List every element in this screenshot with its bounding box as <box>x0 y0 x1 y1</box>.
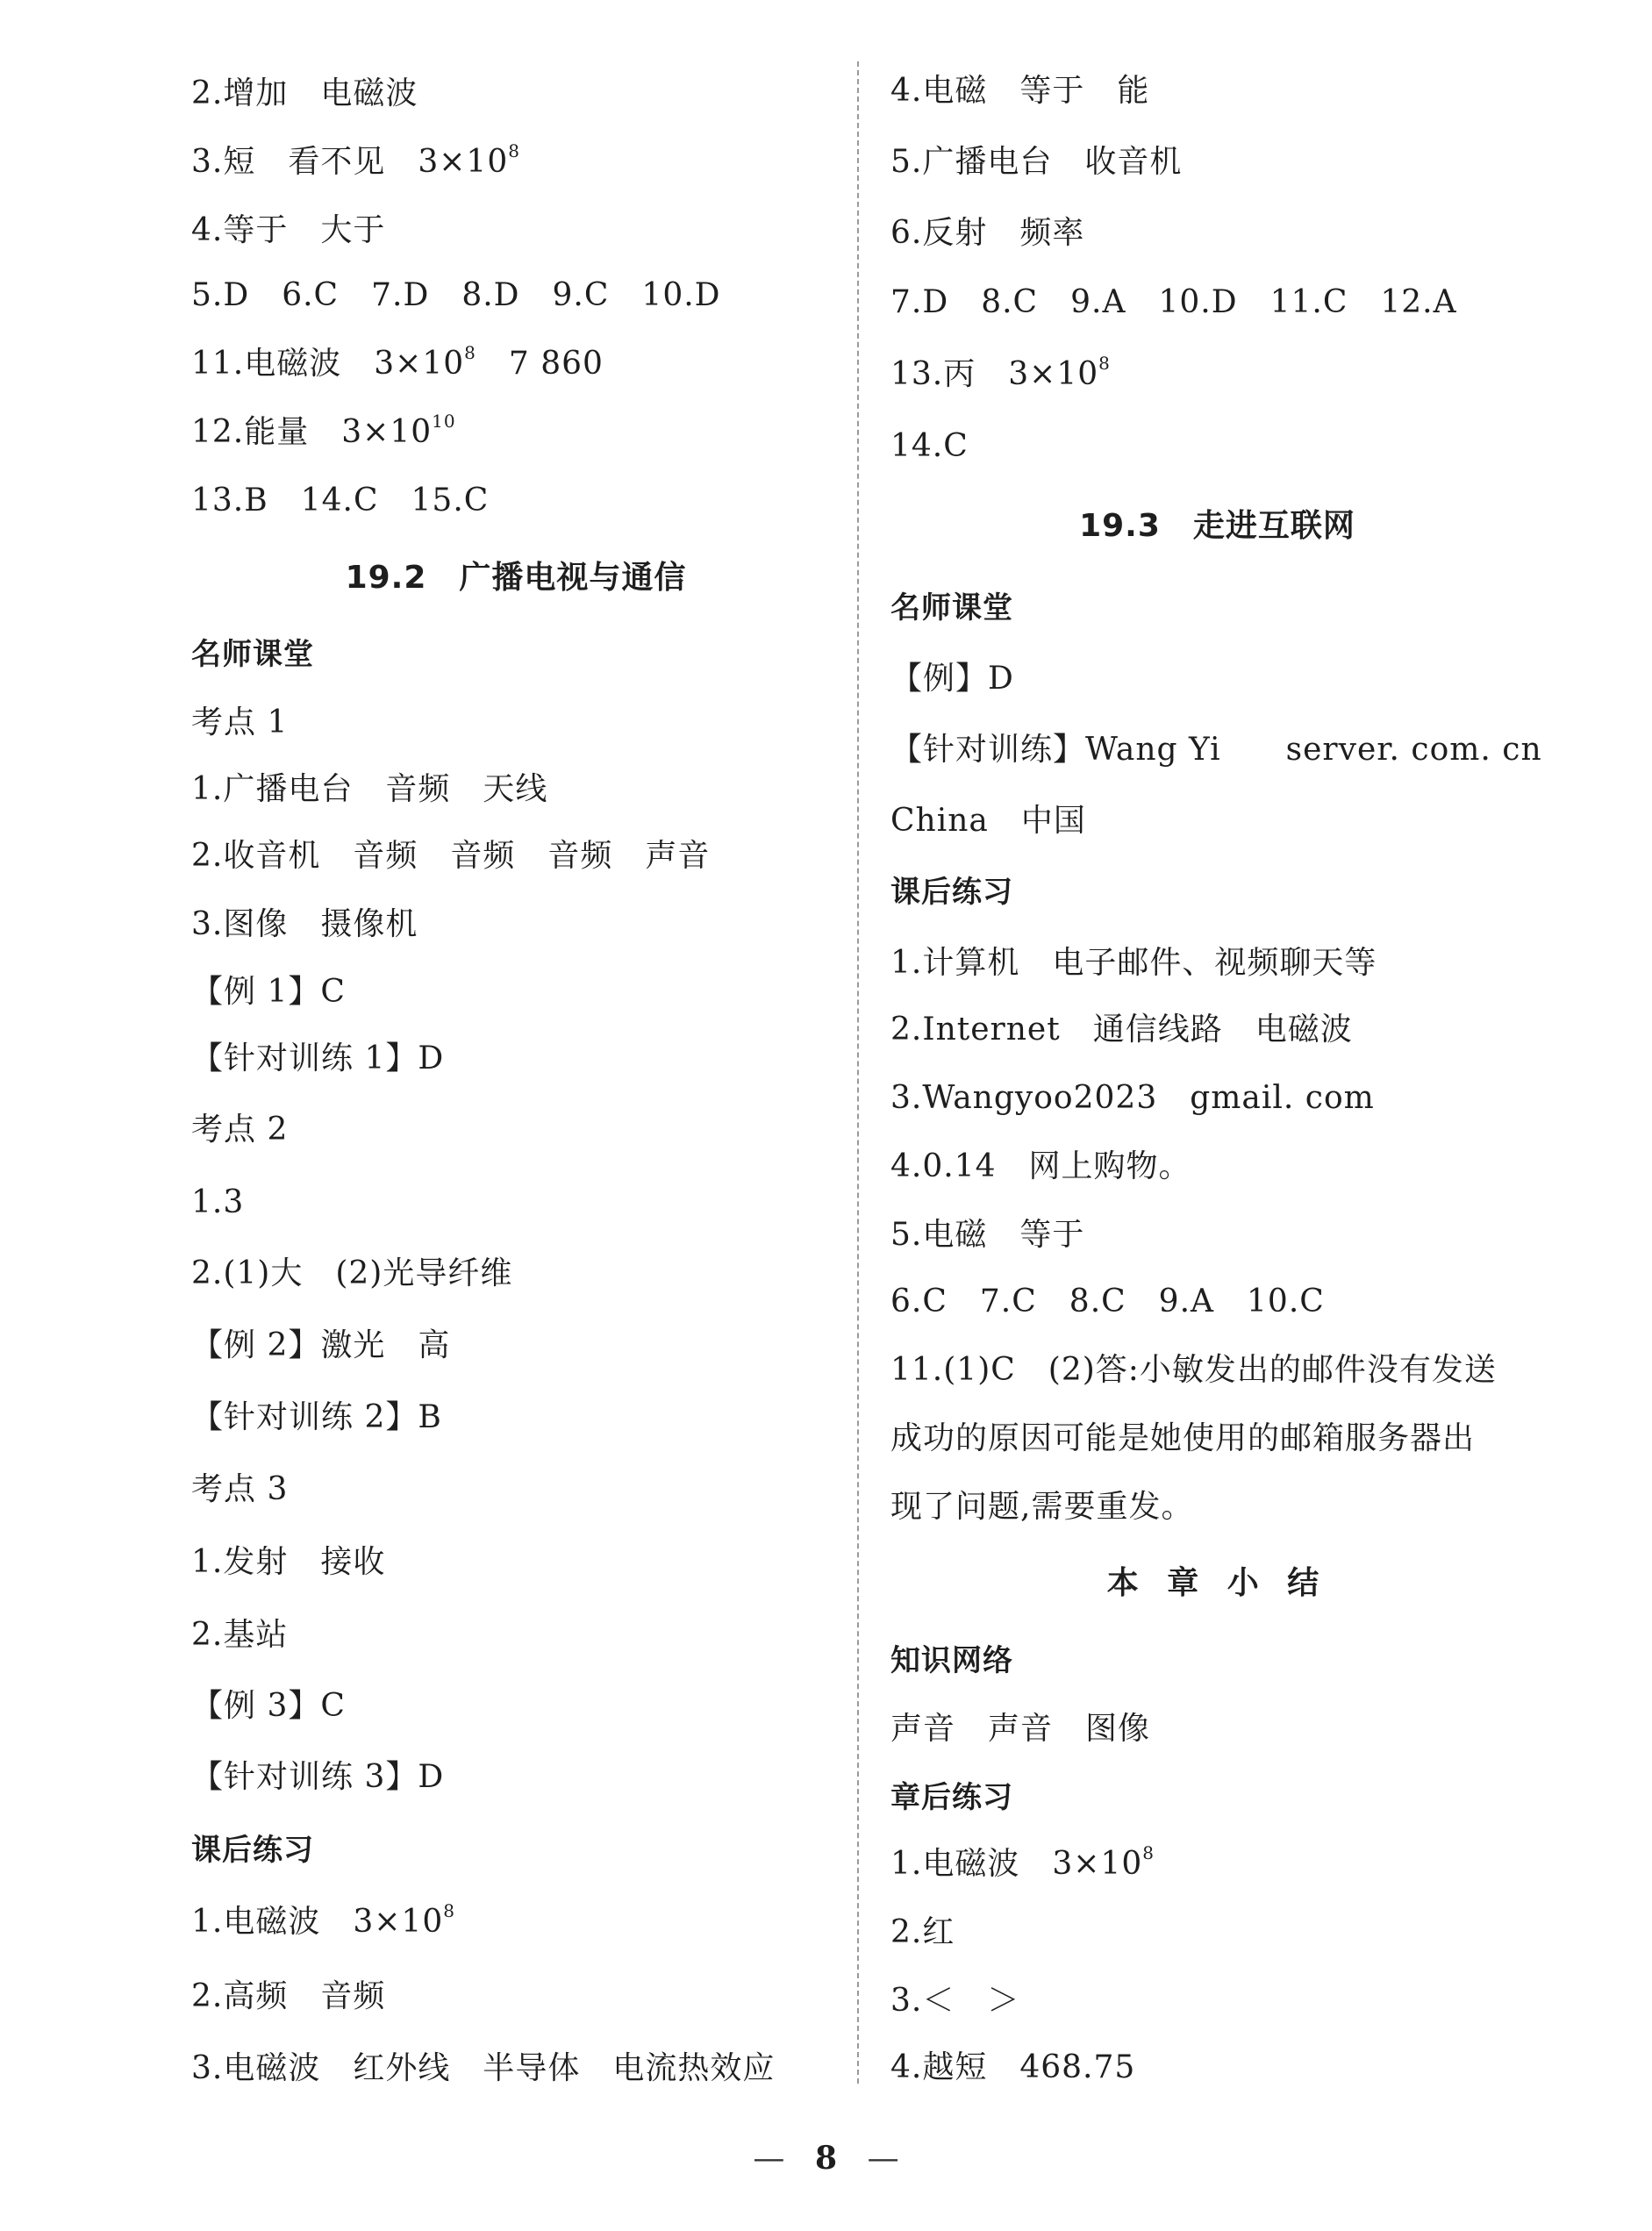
section-title <box>191 557 840 599</box>
line-text: 6.C 7.C 8.C 9.A 10.C <box>890 1284 1325 1319</box>
answer-line <box>890 1349 1497 1391</box>
section-heading <box>191 1829 314 1871</box>
line-text: 名师课堂 <box>890 590 1013 626</box>
answer-line <box>890 354 1111 396</box>
answer-line <box>191 769 547 811</box>
line-text: 【针对训练 3】D <box>191 1759 445 1795</box>
line-text: 11.电磁波 3×10 <box>191 346 465 382</box>
answer-line <box>890 658 1014 700</box>
line-text: 4.越短 468.75 <box>890 2049 1136 2085</box>
line-text: 1.3 <box>191 1184 245 1220</box>
answer-line <box>890 1843 1155 1885</box>
answer-line <box>890 282 1457 324</box>
section-title <box>890 505 1544 547</box>
answer-line <box>191 1325 450 1367</box>
line-text: 1.电磁波 3×10 <box>191 1904 444 1940</box>
answer-line <box>890 1708 1150 1750</box>
answer-line <box>890 1146 1191 1188</box>
line-text: 1.计算机 电子邮件、视频聊天等 <box>890 945 1377 981</box>
line-text: 5.D 6.C 7.D 8.D 9.C 10.D <box>191 277 721 313</box>
line-text: 章后练习 <box>890 1780 1013 1815</box>
line-text: 本 章 小 结 <box>1106 1565 1328 1601</box>
answer-line <box>890 800 1086 842</box>
line-text: 4.0.14 网上购物。 <box>890 1148 1191 1184</box>
answer-line <box>191 1109 288 1151</box>
line-text: 12.能量 3×10 <box>191 414 433 450</box>
line-text: 14.C <box>890 428 969 464</box>
line-text: 13.丙 3×10 <box>890 356 1099 392</box>
line-text: 2.(1)大 (2)光导纤维 <box>191 1255 513 1291</box>
line-text: 5.广播电台 收音机 <box>890 144 1183 180</box>
answer-line <box>890 1281 1325 1323</box>
section-heading <box>890 1777 1013 1819</box>
section-heading <box>191 633 314 676</box>
line-text: 课后练习 <box>890 875 1013 910</box>
answer-line <box>191 1976 385 2018</box>
answer-line <box>890 70 1149 112</box>
answer-line <box>191 1756 444 1798</box>
answer-line <box>191 141 520 183</box>
answer-line <box>890 425 969 468</box>
line-text: China 中国 <box>890 803 1086 839</box>
answer-line <box>890 141 1182 183</box>
section-title <box>890 1562 1544 1605</box>
line-text: 2.收音机 音频 音频 音频 声音 <box>191 838 711 874</box>
line-text: 2.基站 <box>191 1617 289 1653</box>
line-text: 2.增加 电磁波 <box>191 75 418 111</box>
exponent: 8 <box>508 140 520 161</box>
answer-line <box>890 1418 1475 1460</box>
line-text: 3.Wangyoo2023 gmail. com <box>890 1080 1375 1116</box>
line-text: 【例 1】C <box>191 974 346 1010</box>
answer-line <box>191 1038 444 1080</box>
section-heading <box>890 587 1013 629</box>
line-text: 6.反射 频率 <box>890 215 1085 251</box>
line-text: 知识网络 <box>890 1643 1013 1678</box>
exponent: 8 <box>443 1900 455 1921</box>
answer-line <box>191 210 385 252</box>
line-text: 【针对训练 1】D <box>191 1040 445 1076</box>
line-text: 19.3 走进互联网 <box>1079 508 1355 544</box>
line-text: 13.B 14.C 15.C <box>191 483 490 518</box>
line-text: 考点 1 <box>191 704 289 740</box>
answer-line <box>191 343 604 385</box>
line-text: 成功的原因可能是她使用的邮箱服务器出 <box>890 1420 1476 1456</box>
answer-line <box>191 702 288 744</box>
line-text: 考点 2 <box>191 1112 289 1148</box>
line-text: 19.2 广播电视与通信 <box>345 560 687 596</box>
answer-line <box>191 835 710 877</box>
page-number: 8 <box>814 2140 838 2177</box>
answer-line <box>890 1980 1019 2022</box>
line-text: 3.图像 摄像机 <box>191 906 418 942</box>
line-text: 2.高频 音频 <box>191 1978 386 2014</box>
exponent: 8 <box>1098 353 1111 374</box>
line-text: 3.电磁波 红外线 半导体 电流热效应 <box>191 2050 776 2086</box>
line-text: 课后练习 <box>191 1833 314 1868</box>
answer-line <box>890 729 1542 771</box>
answer-line <box>191 904 418 946</box>
line-text: 3.短 看不见 3×10 <box>191 144 509 180</box>
column-divider <box>857 61 859 2084</box>
answer-line <box>191 1397 442 1439</box>
exponent: 8 <box>464 342 476 363</box>
line-text: 4.等于 大于 <box>191 212 386 248</box>
line-text: 4.电磁 等于 能 <box>890 73 1150 109</box>
line-text: 2.Internet 通信线路 电磁波 <box>890 1012 1353 1048</box>
answer-line <box>890 212 1084 254</box>
line-text: 5.电磁 等于 <box>890 1217 1085 1253</box>
answer-line <box>191 275 721 317</box>
line-text: 【例 3】C <box>191 1688 346 1724</box>
answer-line <box>890 1009 1353 1051</box>
line-text: 1.电磁波 3×10 <box>890 1846 1143 1882</box>
line-text: 【例 2】激光 高 <box>191 1327 451 1363</box>
answer-line <box>890 942 1377 984</box>
line-text: 声音 声音 图像 <box>890 1711 1151 1747</box>
footer-dash-left: — <box>753 2141 785 2177</box>
exponent: 10 <box>432 411 456 432</box>
answer-line <box>191 1685 346 1727</box>
answer-line <box>191 1469 288 1511</box>
line-text: 考点 3 <box>191 1471 289 1507</box>
answer-line <box>191 1614 288 1656</box>
page-footer <box>0 2137 1652 2180</box>
answer-line <box>191 73 418 115</box>
answer-line <box>191 480 489 522</box>
line-text: 1.发射 接收 <box>191 1544 386 1580</box>
section-heading <box>890 871 1013 913</box>
answer-line <box>191 1182 244 1224</box>
line-text-after: 7 860 <box>476 346 604 382</box>
answer-line <box>890 1486 1193 1528</box>
line-text: 名师课堂 <box>191 637 314 672</box>
line-text: 【针对训练 2】B <box>191 1399 442 1435</box>
answer-line <box>890 1214 1084 1256</box>
line-text: 现了问题,需要重发。 <box>890 1489 1194 1525</box>
line-text: 11.(1)C (2)答:小敏发出的邮件没有发送 <box>890 1352 1497 1388</box>
section-heading <box>890 1640 1013 1682</box>
line-text: 3.＜ ＞ <box>890 1983 1020 2019</box>
answer-line <box>191 2048 775 2090</box>
answer-line <box>890 2047 1135 2089</box>
line-text: 1.广播电台 音频 天线 <box>191 771 548 807</box>
answer-line <box>191 1901 455 1943</box>
answer-line <box>890 1077 1375 1119</box>
answer-line <box>191 1541 385 1584</box>
answer-line <box>191 1253 512 1295</box>
line-text: 2.红 <box>890 1914 955 1950</box>
line-text: 【针对训练】Wang Yi server. com. cn <box>890 732 1542 768</box>
answer-line <box>890 1912 955 1954</box>
answer-line <box>191 971 346 1013</box>
answer-line <box>191 411 456 454</box>
line-text: 7.D 8.C 9.A 10.D 11.C 12.A <box>890 284 1457 320</box>
line-text: 【例】D <box>890 661 1014 697</box>
footer-dash-right: — <box>867 2141 899 2177</box>
exponent: 8 <box>1142 1842 1155 1863</box>
